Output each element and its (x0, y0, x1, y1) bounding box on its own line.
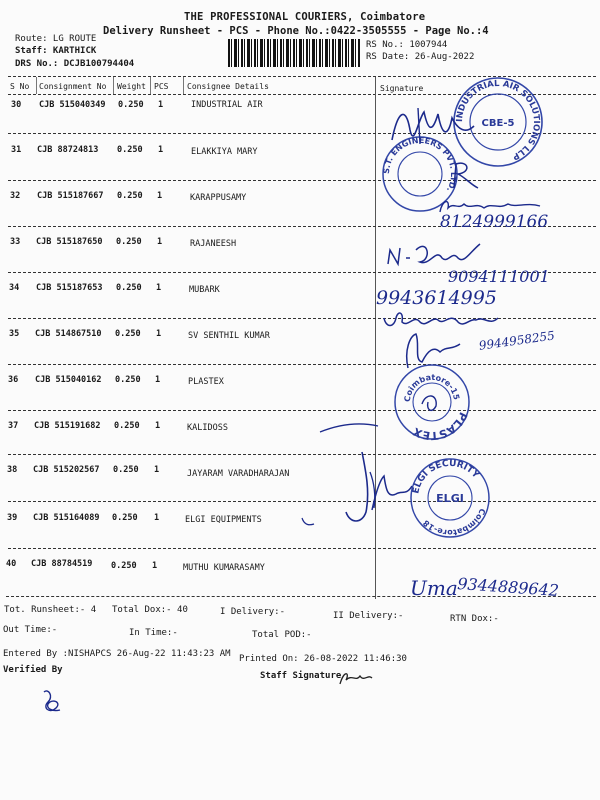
row-sno: 35 (9, 329, 20, 339)
signature-row-31 (448, 160, 488, 193)
row-consignment: CJB 515187653 (36, 283, 103, 293)
row-consignment: CJB 515187667 (37, 191, 104, 201)
row-consignee: JAYARAM VARADHARAJAN (187, 469, 290, 479)
row-sno: 37 (8, 421, 19, 431)
handwritten-phone-row-34b: 9943614995 (376, 287, 497, 309)
ii-delivery: II Delivery:- (333, 611, 404, 621)
col-header-consignment: Consignment No (39, 82, 107, 91)
rtn-dox: RTN Dox:- (450, 614, 499, 624)
total-dox: Total Dox:- 40 (112, 605, 188, 615)
rs-number: RS No.: 1007944 (366, 40, 448, 50)
svg-text:Coimbatore-18: Coimbatore-18 (421, 507, 487, 538)
col-header-pcs: PCS (154, 82, 169, 91)
drs-number: DRS No.: DCJB100794404 (15, 59, 135, 69)
row-pcs: 1 (154, 465, 160, 475)
col-header-weight: Weight (117, 82, 146, 91)
row-consignment: CJB 514867510 (35, 329, 102, 339)
col-divider (183, 77, 184, 94)
row-pcs: 1 (158, 145, 164, 155)
svg-text:ELGI SECURITY: ELGI SECURITY (411, 458, 481, 495)
row-separator (8, 548, 596, 549)
row-consignment: CJB 515040162 (35, 375, 102, 385)
barcode (228, 39, 360, 67)
row-weight: 0.250 (114, 421, 140, 431)
i-delivery: I Delivery:- (220, 607, 286, 617)
row-sno: 34 (9, 283, 20, 293)
total-pod: Total POD:- (252, 630, 312, 640)
handwritten-phone-row-34a: 9094111001 (448, 267, 550, 286)
col-header-signature: Signature (380, 84, 424, 93)
row-pcs: 1 (157, 191, 163, 201)
row-consignment: CJB 88724813 (37, 145, 99, 155)
row-sno: 33 (10, 237, 21, 247)
row-pcs: 1 (157, 237, 163, 247)
row-consignee: MUTHU KUMARASAMY (183, 563, 265, 573)
row-consignment: CJB 515040349 (39, 100, 106, 110)
row-consignment: CJB 515202567 (33, 465, 100, 475)
row-consignee: SV SENTHIL KUMAR (188, 331, 270, 341)
svg-text:Coimbatore-15: Coimbatore-15 (402, 372, 461, 403)
row-consignment: CJB 515164089 (33, 513, 100, 523)
row-consignment: CJB 88784519 (31, 559, 93, 569)
row-pcs: 1 (156, 329, 162, 339)
row-sno: 31 (11, 145, 22, 155)
col-header-consignee: Consignee Details (187, 82, 269, 91)
stamp-inner-text: ELGI (436, 492, 464, 505)
handwritten-phone-row-35: 9944958255 (478, 328, 556, 353)
row-consignee: INDUSTRIAL AIR (191, 100, 263, 110)
route-label: Route: LG ROUTE (15, 34, 97, 44)
staff-label: Staff: KARTHICK (15, 46, 97, 56)
svg-text:INDUSTRIAL AIR SOLUTIONS LLP: INDUSTRIAL AIR SOLUTIONS LLP (454, 78, 542, 162)
runsheet-subtitle: Delivery Runsheet - PCS - Phone No.:0422-3505555 - Page No.:4 (103, 25, 489, 37)
elgi-security-stamp (408, 456, 492, 543)
row-sno: 38 (7, 465, 18, 475)
row-sno: 40 (6, 559, 17, 569)
row-pcs: 1 (155, 375, 161, 385)
printed-on: Printed On: 26-08-2022 11:46:30 (239, 654, 407, 664)
row-consignment: CJB 515187650 (36, 237, 103, 247)
row-pcs: 1 (152, 561, 158, 571)
handwritten-phone-row-32: 8124999166 (440, 212, 549, 232)
row-separator (8, 180, 596, 181)
signature-row-30 (388, 100, 478, 153)
row-consignee: RAJANEESH (190, 239, 237, 249)
row-weight: 0.250 (112, 513, 138, 523)
col-divider (113, 77, 114, 94)
row-consignee: ELGI EQUIPMENTS (185, 515, 262, 525)
company-title: THE PROFESSIONAL COURIERS, Coimbatore (184, 11, 426, 23)
row-separator (8, 410, 596, 411)
row-weight: 0.250 (116, 283, 142, 293)
in-time: In Time:- (129, 628, 178, 638)
row-weight: 0.250 (116, 237, 142, 247)
row-weight: 0.250 (117, 191, 143, 201)
row-pcs: 1 (156, 283, 162, 293)
row-weight: 0.250 (115, 375, 141, 385)
row-consignee: ELAKKIYA MARY (191, 147, 258, 157)
row-consignee: KARAPPUSAMY (190, 193, 247, 203)
tot-runsheet: Tot. Runsheet:- 4 (4, 605, 97, 615)
verified-by: Verified By (3, 665, 63, 675)
stamp-inner-text: CBE-5 (481, 118, 515, 129)
row-separator (8, 364, 596, 365)
row-consignment: CJB 515191682 (34, 421, 101, 431)
row-pcs: 1 (155, 421, 161, 431)
handwritten-name-row-40: Uma (410, 576, 458, 600)
row-pcs: 1 (154, 513, 160, 523)
row-sno: 39 (7, 513, 18, 523)
row-consignee: PLASTEX (188, 377, 224, 387)
svg-text:PLASTEX: PLASTEX (411, 410, 470, 443)
row-weight: 0.250 (117, 145, 143, 155)
svg-text:S.T. ENGINEERS PVT. LTD.: S.T. ENGINEERS PVT. LTD. (381, 135, 459, 194)
col-header-sno: S No (10, 82, 30, 91)
row-pcs: 1 (158, 100, 164, 110)
col-divider (36, 77, 37, 94)
staff-signature-label: Staff Signature (260, 671, 342, 681)
row-weight: 0.250 (115, 329, 141, 339)
staff-signature-scribble (336, 668, 376, 691)
row-consignee: KALIDOSS (187, 423, 228, 433)
col-divider (150, 77, 151, 94)
row-weight: 0.250 (118, 100, 144, 110)
entered-by: Entered By :NISHAPCS 26-Aug-22 11:43:23 AM (3, 649, 231, 659)
row-sno: 36 (8, 375, 19, 385)
verifier-signature (38, 686, 68, 719)
handwritten-phone-row-40: 9344889642 (456, 574, 560, 601)
row-weight: 0.250 (113, 465, 139, 475)
row-sno: 30 (11, 100, 22, 110)
out-time: Out Time:- (3, 625, 58, 635)
row-sno: 32 (10, 191, 21, 201)
rs-date: RS Date: 26-Aug-2022 (366, 52, 475, 62)
row-consignee: MUBARK (189, 285, 220, 295)
row-weight: 0.250 (111, 561, 137, 571)
